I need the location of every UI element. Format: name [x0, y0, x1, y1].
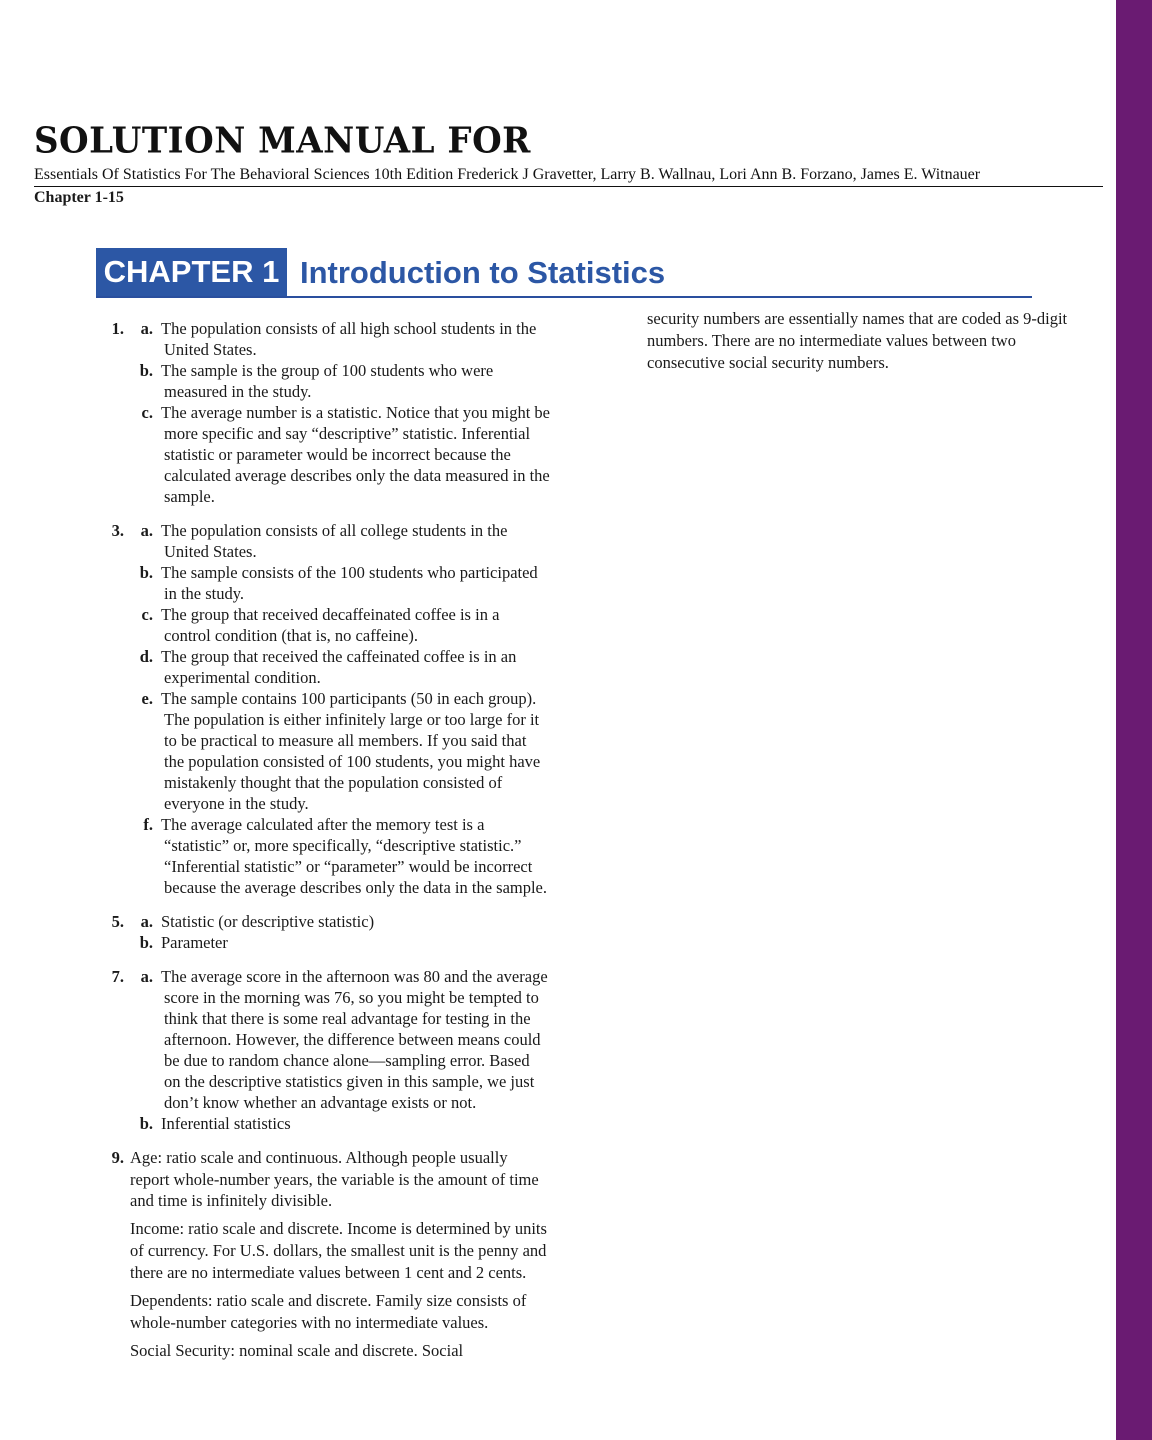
question-number: 7.	[111, 967, 124, 986]
part-text: The population consists of all college students in the United States.	[161, 521, 508, 561]
chapter-heading	[96, 248, 1032, 298]
question-number: 9.	[111, 1148, 124, 1167]
part-text: The sample contains 100 participants (50 in each group). The population is either infinitely large or too large for it to be practical to measure all members. If you said that the population consisted of 100 students, you might have mistakenly thought that the population consisted of everyone in the study.	[161, 689, 541, 813]
part-text: Inferential statistics	[161, 1114, 291, 1133]
part-text: The sample consists of the 100 students who participated in the study.	[161, 563, 538, 603]
question-9	[100, 1147, 550, 1362]
question-number: 3.	[111, 521, 124, 540]
part-text: The group that received the caffeinated coffee is in an experimental condition.	[161, 647, 517, 687]
part-text: Statistic (or descriptive statistic)	[161, 912, 375, 931]
part-label: d.	[139, 647, 153, 666]
part-label: a.	[140, 912, 153, 931]
question-7	[100, 966, 550, 1134]
part-text: The average number is a statistic. Notice that you might be more specific and say “descriptive” statistic. Inferential statistic or parameter would be incorrect because the calculated average describes only the data measured in the sample.	[161, 403, 551, 506]
part-label: b.	[139, 361, 153, 380]
part-text: Parameter	[161, 933, 228, 952]
question-1	[100, 318, 550, 507]
part-label: a.	[140, 319, 153, 338]
part-text: The average calculated after the memory test is a “statistic” or, more specifically, “descriptive statistic.” “Inferential statistic” or “parameter” would be incorrect because the average describes only the data in the sample.	[161, 815, 548, 897]
part-label: c.	[141, 403, 153, 422]
question-number: 5.	[111, 912, 124, 931]
paragraph-age: Age: ratio scale and continuous. Although people usually report whole-number years, the variable is the amount of time and time is infinitely divisible.	[130, 1148, 539, 1210]
decorative-side-bar	[1116, 0, 1152, 1440]
part-label: a.	[140, 521, 153, 540]
book-title-line: Essentials Of Statistics For The Behavioral Sciences 10th Edition Frederick J Gravetter, Larry B. Wallnau, Lori Ann B. Forzano, James E. Witnauer	[34, 166, 1103, 187]
chapter-range: Chapter 1-15	[34, 189, 124, 206]
chapter-label-box: CHAPTER 1	[96, 248, 287, 296]
question-3	[100, 520, 550, 898]
paragraph-dependents: Dependents: ratio scale and discrete. Family size consists of whole-number categories with no intermediate values.	[130, 1290, 527, 1332]
question-number: 1.	[111, 319, 124, 338]
paragraph-social-security: Social Security: nominal scale and discrete. Social	[130, 1340, 464, 1360]
chapter-title: Introduction to Statistics	[300, 255, 666, 290]
question-5	[100, 911, 550, 953]
part-text: The group that received decaffeinated coffee is in a control condition (that is, no caffeine).	[161, 605, 500, 645]
part-label: b.	[139, 1114, 153, 1133]
part-text: The population consists of all high school students in the United States.	[161, 319, 537, 359]
part-label: b.	[139, 563, 153, 582]
part-label: f.	[143, 815, 153, 834]
part-label: b.	[139, 933, 153, 952]
part-label: c.	[141, 605, 153, 624]
part-label: e.	[141, 689, 153, 708]
paragraph-income: Income: ratio scale and discrete. Income is determined by units of currency. For U.S. dollars, the smallest unit is the penny and there are no intermediate values between 1 cent and 2 cents.	[130, 1218, 547, 1282]
part-label: a.	[140, 967, 153, 986]
manual-title: SOLUTION MANUAL FOR	[34, 120, 531, 162]
continuation-text: security numbers are essentially names that are coded as 9-digit numbers. There are no intermediate values between two consecutive social security numbers.	[647, 309, 1068, 372]
left-column	[100, 318, 550, 1375]
right-column	[647, 308, 1087, 374]
part-text: The average score in the afternoon was 80 and the average score in the morning was 76, so you might be tempted to think that there is some real advantage for testing in the afternoon. However, the difference between means could be due to random chance alone—sampling error. Based on the descriptive statistics given in this sample, we just don’t know whether an advantage exists or not.	[161, 967, 548, 1112]
part-text: The sample is the group of 100 students who were measured in the study.	[161, 361, 494, 401]
